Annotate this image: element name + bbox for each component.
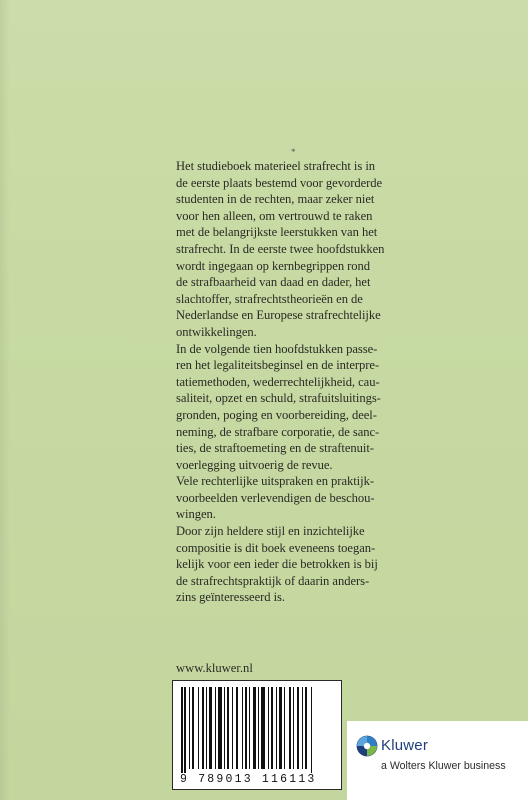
blurb-line: de eerste plaats bestemd voor gevorderde bbox=[176, 175, 383, 190]
blurb-paragraph bbox=[176, 523, 438, 606]
blurb-line: Vele rechterlijke uitspraken en praktijk- bbox=[176, 474, 374, 489]
barcode-bar bbox=[218, 687, 222, 769]
blurb-line: In de volgende tien hoofdstukken passe- bbox=[176, 341, 378, 356]
barcode-bar bbox=[242, 687, 243, 769]
blurb-line: slachtoffer, strafrechtstheorieën en de bbox=[176, 291, 363, 306]
barcode-bar bbox=[284, 687, 285, 769]
blurb-line: gronden, poging en voorbereiding, deel- bbox=[176, 407, 377, 422]
barcode-bar bbox=[189, 687, 190, 769]
barcode-bar bbox=[184, 687, 186, 773]
barcode-bar bbox=[268, 687, 269, 769]
blurb-line: voerlegging uitvoerig de revue. bbox=[176, 457, 333, 472]
kluwer-globe-icon bbox=[356, 735, 378, 757]
blurb-line: ontwikkelingen. bbox=[176, 324, 257, 339]
barcode-bar bbox=[289, 687, 291, 769]
barcode-bar bbox=[297, 687, 299, 769]
barcode-bar bbox=[215, 687, 216, 769]
blurb-line: kelijk voor een ieder die betrokken is bij bbox=[176, 557, 378, 572]
blurb-line: saliteit, opzet en schuld, strafuitsluitings- bbox=[176, 391, 381, 406]
blurb-line: zins geïnteresseerd is. bbox=[176, 590, 286, 605]
blurb-line: de strafbaarheid van daad en dader, het bbox=[176, 275, 371, 290]
barcode-bar bbox=[227, 687, 229, 769]
barcode-bar bbox=[279, 687, 282, 769]
barcode-bar bbox=[181, 687, 183, 773]
barcode-bar bbox=[224, 687, 225, 769]
barcode-bar bbox=[253, 687, 256, 769]
blurb-line: wingen. bbox=[176, 507, 216, 522]
barcode-bar bbox=[245, 687, 247, 769]
blurb-line: strafrecht. In de eerste twee hoofdstukken bbox=[176, 241, 385, 256]
blurb-line: Nederlandse en Europese strafrechtelijke bbox=[176, 308, 381, 323]
blurb-line: ren het legaliteitsbeginsel en de interpre- bbox=[176, 358, 380, 373]
barcode-bar bbox=[271, 687, 273, 769]
blurb-line: voor hen alleen, om vertrouwd te raken bbox=[176, 208, 373, 223]
blurb-line: neming, de strafbare corporatie, de sanc- bbox=[176, 424, 380, 439]
barcode-bar bbox=[198, 687, 199, 769]
barcode-bar bbox=[236, 687, 238, 769]
tick-mark: * bbox=[291, 147, 296, 157]
barcode-bar bbox=[276, 687, 277, 769]
barcode-bar bbox=[258, 687, 259, 769]
blurb-line: wordt ingegaan op kernbegrippen rond bbox=[176, 258, 371, 273]
blurb-line: voorbeelden verlevendigen de beschou- bbox=[176, 490, 375, 505]
isbn-digits: 9 789013 116113 bbox=[180, 773, 317, 786]
blurb-line: Het studieboek materieel strafrecht is in bbox=[176, 159, 376, 173]
publisher-logo-panel bbox=[347, 721, 528, 800]
blurb-line: Door zijn heldere stijl en inzichtelijke bbox=[176, 524, 365, 539]
barcode-bar bbox=[192, 687, 194, 769]
barcode-bar bbox=[305, 687, 307, 769]
publisher-website[interactable]: www.kluwer.nl bbox=[176, 661, 253, 675]
barcode-bar bbox=[209, 687, 212, 769]
barcode-bar bbox=[302, 687, 303, 769]
barcode-bar bbox=[206, 687, 207, 769]
publisher-tagline: a Wolters Kluwer business bbox=[381, 760, 506, 772]
spine-shadow bbox=[0, 0, 10, 800]
barcode-bar bbox=[261, 687, 265, 769]
blurb-line: compositie is dit boek eveneens toegan- bbox=[176, 540, 376, 555]
barcode-bar bbox=[249, 687, 250, 769]
blurb-line: de strafrechtspraktijk of daarin anders- bbox=[176, 573, 370, 588]
blurb-line: ties, de straftoemeting en de straftenuit- bbox=[176, 441, 374, 456]
blurb-line: tatiemethoden, wederrechtelijkheid, cau- bbox=[176, 374, 380, 389]
blurb-paragraph bbox=[176, 158, 438, 341]
isbn-barcode bbox=[172, 680, 342, 790]
blurb-text bbox=[176, 158, 438, 606]
blurb-line: studenten in de rechten, maar zeker niet bbox=[176, 192, 375, 207]
blurb-line: met de belangrijkste leerstukken van het bbox=[176, 225, 378, 240]
blurb-paragraph bbox=[176, 341, 438, 474]
barcode-bar bbox=[311, 687, 312, 773]
barcode-bar bbox=[293, 687, 294, 769]
barcode-bar bbox=[202, 687, 204, 769]
publisher-name: Kluwer bbox=[381, 737, 429, 754]
blurb-paragraph bbox=[176, 473, 438, 523]
barcode-bar bbox=[232, 687, 233, 769]
